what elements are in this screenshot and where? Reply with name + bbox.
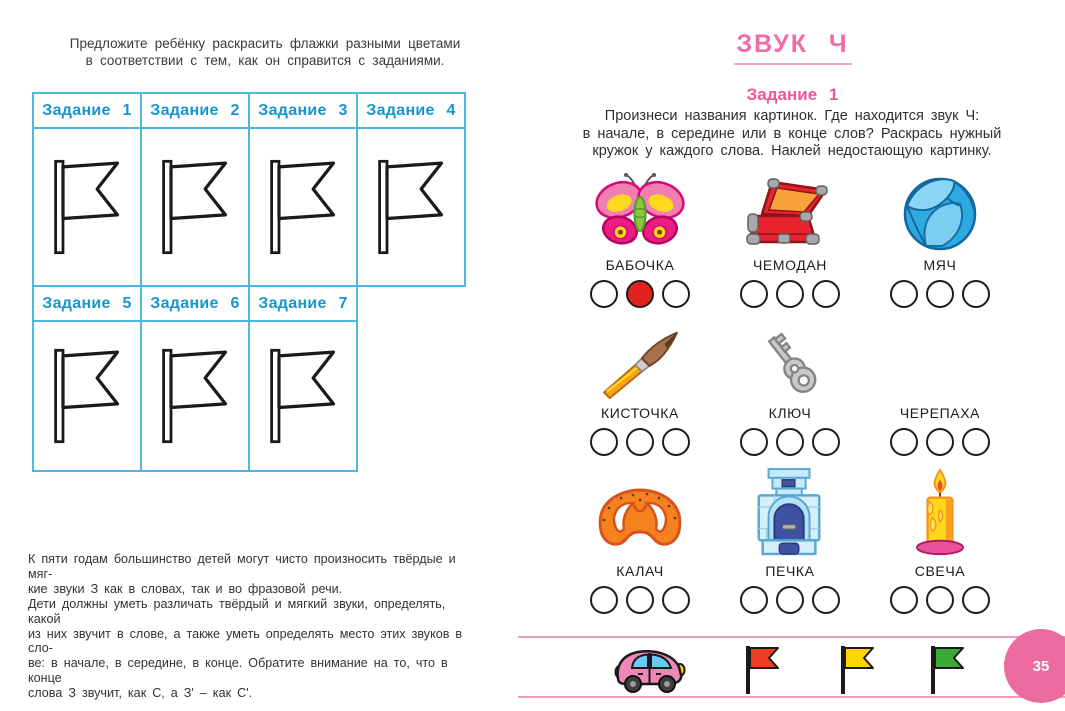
- colorable-flag[interactable]: [250, 129, 356, 285]
- candle-image: [913, 468, 967, 558]
- picture-area: [565, 466, 715, 558]
- word-label: СВЕЧА: [914, 563, 966, 579]
- answer-circle[interactable]: [662, 428, 690, 456]
- answer-circle[interactable]: [926, 428, 954, 456]
- intro-line: Предложите ребёнку раскрасить флажки разными цветами: [69, 36, 461, 51]
- picture-area: [865, 466, 1015, 558]
- outline-flag-icon: [51, 346, 123, 446]
- answer-circles: [740, 280, 840, 308]
- tasks-table-row-1: [32, 92, 466, 287]
- missing-picture-area[interactable]: [865, 326, 1015, 400]
- answer-circles: [590, 586, 690, 614]
- answer-circle[interactable]: [662, 586, 690, 614]
- answer-circle[interactable]: [812, 428, 840, 456]
- kalach-image: [593, 486, 687, 558]
- answer-circles: [590, 280, 690, 308]
- task-cell-7: [248, 285, 358, 472]
- word-card-pechka: [715, 466, 865, 614]
- answer-circle[interactable]: [926, 280, 954, 308]
- colorable-flag[interactable]: [142, 322, 248, 470]
- note-text: [28, 552, 482, 701]
- task-cell-header: Задание 2: [142, 94, 248, 129]
- word-label: ЧЕМОДАН: [752, 257, 828, 273]
- page-number: 35: [1032, 657, 1050, 675]
- task-cell-header: Задание 4: [358, 94, 464, 129]
- answer-circle[interactable]: [890, 280, 918, 308]
- task-cell-header: Задание 3: [250, 94, 356, 129]
- answer-circle[interactable]: [626, 280, 654, 308]
- answer-circle[interactable]: [626, 586, 654, 614]
- suitcase-image: [742, 174, 838, 252]
- task-cell-2: [140, 92, 250, 287]
- note-line: кие звуки З как в словах, так и во фразовой речи.: [28, 581, 343, 596]
- intro-line: в соответствии с тем, как он справится с заданиями.: [85, 52, 445, 68]
- picture-area: [565, 326, 715, 400]
- task-cell-header: Задание 7: [250, 287, 356, 322]
- answer-circle[interactable]: [776, 586, 804, 614]
- answer-circle[interactable]: [626, 428, 654, 456]
- note-line: слова З звучит, как С, а З' – как С'.: [28, 686, 253, 701]
- answer-circle[interactable]: [926, 586, 954, 614]
- colorable-flag[interactable]: [34, 129, 140, 285]
- word-card-babochka: [565, 170, 715, 308]
- answer-circles: [740, 428, 840, 456]
- instruction-line: в начале, в середине или в конце слов? Раскрась нужный: [582, 125, 1002, 142]
- answer-circle[interactable]: [740, 586, 768, 614]
- word-card-svecha: [865, 466, 1015, 614]
- word-card-chemodan: [715, 170, 865, 308]
- instruction-line: кружок у каждого слова. Наклей недостающую картинку.: [592, 143, 992, 160]
- car-icon: [610, 642, 690, 694]
- answer-circles: [740, 586, 840, 614]
- answer-circle[interactable]: [812, 586, 840, 614]
- word-label: КЛЮЧ: [768, 405, 812, 421]
- task-heading: Задание 1: [746, 85, 839, 104]
- outline-flag-icon: [267, 346, 339, 446]
- word-label: ПЕЧКА: [765, 563, 815, 579]
- colorable-flag[interactable]: [34, 322, 140, 470]
- answer-circles: [590, 428, 690, 456]
- picture-area: [715, 466, 865, 558]
- answer-circle[interactable]: [962, 586, 990, 614]
- key-image: [752, 322, 828, 400]
- answer-circle[interactable]: [590, 428, 618, 456]
- right-page: [520, 0, 1065, 711]
- task-cell-3: [248, 92, 358, 287]
- answer-circle[interactable]: [740, 280, 768, 308]
- answer-circles: [890, 586, 990, 614]
- task-cell-header: Задание 5: [34, 287, 140, 322]
- word-label: КИСТОЧКА: [601, 405, 679, 421]
- outline-flag-icon: [51, 157, 123, 257]
- word-label: КАЛАЧ: [616, 563, 664, 579]
- answer-circle[interactable]: [662, 280, 690, 308]
- word-cards-row-2: [565, 326, 1017, 456]
- title-underline: [734, 63, 852, 65]
- answer-circle[interactable]: [890, 586, 918, 614]
- task-cell-5: [32, 285, 142, 472]
- picture-area: [715, 170, 865, 252]
- outline-flag-icon: [375, 157, 447, 257]
- word-card-klyuch: [715, 326, 865, 456]
- footer-band-top-line: [518, 636, 1065, 638]
- page-title: ЗВУК Ч: [736, 30, 849, 58]
- note-line: ве: в начале, в середине, в конце. Обратите внимание на то, что в конце: [28, 656, 448, 686]
- outline-flag-icon: [159, 157, 231, 257]
- instruction-line: Произнеси названия картинок. Где находится звук Ч:: [604, 108, 980, 124]
- word-cards-row-1: [565, 170, 1017, 308]
- page-number-badge: [1004, 629, 1065, 703]
- task-cell-6: [140, 285, 250, 472]
- instruction-text: [538, 108, 1046, 161]
- paintbrush-image: [596, 328, 684, 400]
- note-line: из них звучит в слове, а также уметь определять место этих звуков в сло-: [28, 626, 463, 656]
- picture-area: [865, 170, 1015, 252]
- left-page: [0, 0, 520, 711]
- answer-circle[interactable]: [740, 428, 768, 456]
- answer-circles: [890, 428, 990, 456]
- task-cell-header: Задание 1: [34, 94, 140, 129]
- yellow-flag-icon: [838, 644, 876, 696]
- answer-circle[interactable]: [776, 428, 804, 456]
- task-cell-4: [356, 92, 466, 287]
- outline-flag-icon: [159, 346, 231, 446]
- word-card-kalach: [565, 466, 715, 614]
- word-card-cherepakha: [865, 326, 1015, 456]
- answer-circle[interactable]: [962, 428, 990, 456]
- task-cell-1: [32, 92, 142, 287]
- colorable-flag[interactable]: [142, 129, 248, 285]
- note-line: Дети должны уметь различать твёрдый и мягкий звуки, определять, какой: [28, 596, 446, 626]
- picture-area: [715, 326, 865, 400]
- word-label: БАБОЧКА: [605, 257, 675, 273]
- answer-circles: [890, 280, 990, 308]
- colorable-flag[interactable]: [250, 322, 356, 470]
- red-flag-icon: [743, 644, 781, 696]
- colorable-flag[interactable]: [358, 129, 464, 285]
- word-cards-row-3: [565, 466, 1017, 614]
- picture-area: [565, 170, 715, 252]
- tasks-table-row-2: [32, 287, 358, 472]
- answer-circle[interactable]: [812, 280, 840, 308]
- green-flag-icon: [928, 644, 966, 696]
- outline-flag-icon: [267, 157, 339, 257]
- word-card-myach: [865, 170, 1015, 308]
- intro-text: [55, 36, 475, 69]
- word-label: ЧЕРЕПАХА: [899, 405, 981, 421]
- task-cell-header: Задание 6: [142, 287, 248, 322]
- word-card-kistochka: [565, 326, 715, 456]
- butterfly-image: [594, 172, 686, 252]
- ball-image: [902, 176, 978, 252]
- answer-circle[interactable]: [590, 586, 618, 614]
- answer-circle[interactable]: [776, 280, 804, 308]
- stove-image: [749, 466, 831, 558]
- footer-band-bottom-line: [518, 696, 1065, 698]
- word-label: МЯЧ: [923, 257, 957, 273]
- answer-circle[interactable]: [962, 280, 990, 308]
- answer-circle[interactable]: [590, 280, 618, 308]
- note-line: К пяти годам большинство детей могут чисто произносить твёрдые и мяг-: [28, 552, 456, 581]
- answer-circle[interactable]: [890, 428, 918, 456]
